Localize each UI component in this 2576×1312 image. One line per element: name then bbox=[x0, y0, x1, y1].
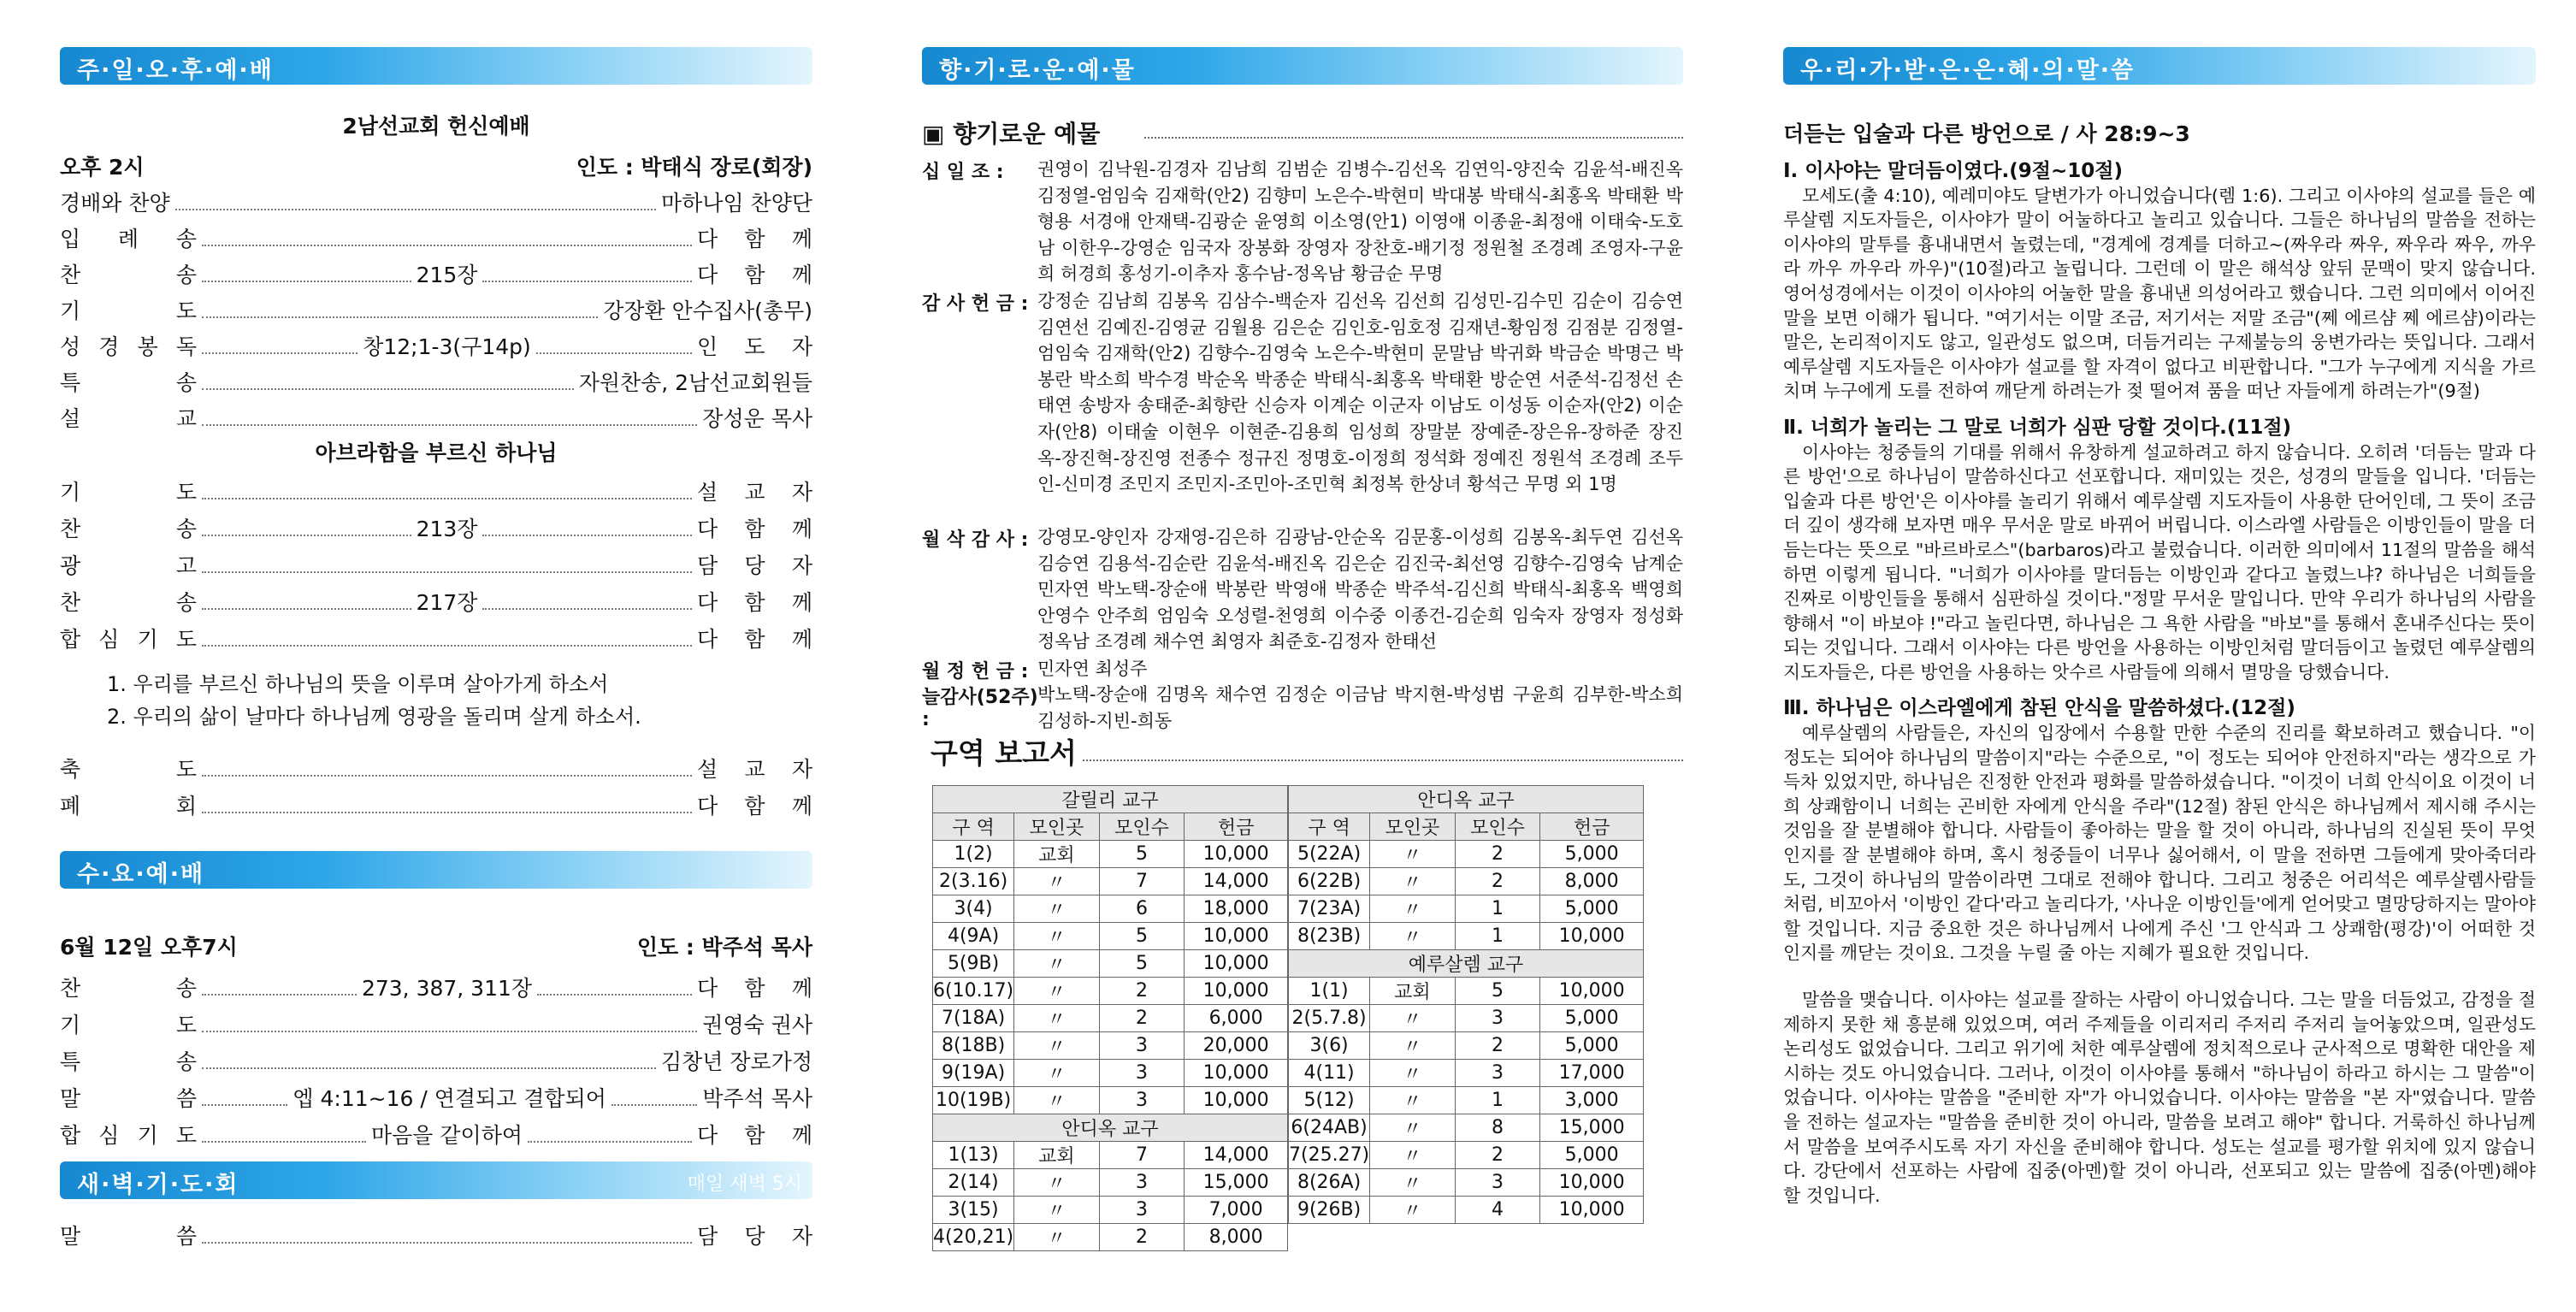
table-cell: 〃 bbox=[1370, 841, 1456, 868]
table-row bbox=[1289, 868, 1644, 895]
order-row bbox=[60, 512, 812, 543]
district-group-title: 예루살렘 교구 bbox=[1289, 950, 1644, 978]
table-cell: 〃 bbox=[1370, 1060, 1456, 1087]
table-cell: 9(26B) bbox=[1289, 1197, 1370, 1224]
table-cell: 10,000 bbox=[1540, 1169, 1644, 1197]
order-label: 찬 송 bbox=[60, 517, 197, 541]
table-cell: 9(19A) bbox=[933, 1060, 1014, 1087]
table-cell: 5(22A) bbox=[1289, 841, 1370, 868]
dawn-band-time: 매일 새벽 5시 bbox=[687, 1173, 802, 1195]
table-cell: 〃 bbox=[1014, 1169, 1100, 1197]
wednesday-band bbox=[60, 851, 812, 889]
dotted-leader bbox=[202, 1104, 287, 1106]
table-cell: 10,000 bbox=[1540, 923, 1644, 950]
table-cell: 2(5.7.8) bbox=[1289, 1005, 1370, 1032]
dotted-leader bbox=[202, 571, 692, 573]
table-cell: 5 bbox=[1099, 923, 1185, 950]
table-cell: 17,000 bbox=[1540, 1060, 1644, 1087]
order-row bbox=[60, 586, 812, 617]
table-cell: 5(9B) bbox=[933, 950, 1014, 978]
dotted-leader bbox=[202, 424, 697, 426]
table-cell: 5,000 bbox=[1540, 1142, 1644, 1169]
order-person: 장성운 목사 bbox=[702, 406, 812, 431]
order-row bbox=[60, 789, 812, 820]
table-cell: 14,000 bbox=[1185, 868, 1288, 895]
dotted-leader bbox=[537, 994, 692, 996]
order-person: 담 당 자 bbox=[697, 553, 812, 578]
order-label: 찬 송 bbox=[60, 976, 197, 1001]
table-cell: 3 bbox=[1455, 1005, 1540, 1032]
table-cell: 2 bbox=[1455, 868, 1540, 895]
dotted-leader bbox=[202, 1067, 656, 1069]
order-person: 인 도 자 bbox=[697, 334, 812, 359]
order-row bbox=[60, 1008, 812, 1039]
dotted-leader bbox=[202, 645, 692, 647]
sermon-point-3-heading: Ⅲ. 하나님은 이스라엘에게 참된 안식을 말씀하셨다.(12절) bbox=[1783, 697, 2295, 720]
order-detail: 마음을 같이하여 bbox=[371, 1123, 523, 1148]
table-cell: 교회 bbox=[1014, 841, 1100, 868]
table-row bbox=[933, 868, 1288, 895]
table-cell: 10(19B) bbox=[933, 1087, 1014, 1114]
order-row bbox=[60, 623, 812, 653]
order-detail: 215장 bbox=[416, 263, 478, 287]
table-cell: 〃 bbox=[1014, 1060, 1100, 1087]
order-label: 합 심 기 도 bbox=[60, 1123, 197, 1148]
table-cell: 5(12) bbox=[1289, 1087, 1370, 1114]
order-label: 특 송 bbox=[60, 370, 197, 395]
sunday-service-title: 2남선교회 헌신예배 bbox=[342, 114, 530, 139]
table-cell: 4(9A) bbox=[933, 923, 1014, 950]
table-cell: 10,000 bbox=[1185, 950, 1288, 978]
table-cell: 8(23B) bbox=[1289, 923, 1370, 950]
thanks-label: 감 사 헌 금 : bbox=[922, 293, 1029, 315]
order-person: 설 교 자 bbox=[697, 757, 812, 782]
table-cell: 10,000 bbox=[1185, 978, 1288, 1005]
sermon-point-1-text: 모세도(출 4:10), 예레미야도 달변가가 아니었습니다(렘 1:6). 그리고 이사야의 설교를 들은 예루살렘 지도자들은, 이사야가 말이 어눌하다고 놀리고 있습니다. 그들은 하나님의 말씀을 전하는 이사야의 말투를 흉내내면서 놀렸는데, "경계에 경계를 더하고~(짜우라 짜우, 짜우라 짜우, 까우라 까우 까우라 까우)"(10절)라고 놀립니다. 그런데 이 말은 해석상 앞뒤 문맥이 맞지 않습니다. 영어성경에서는 이것이 이사야의 어눌한 말을 흉내낸 의성어라고 했습니다. 그런 의미에서 이어진 말을 보면 이해가 됩니다. "여기서는 이말 조금, 저기서는 저말 조금"(쩨 에르샴 쩨 에르샴)이라는 말은, 논리적이지도 않고, 일관성도 없으며, 더듬거리는 구제불능의 웅변가라는 뜻입니다. 그래서 예루살렘 지도자들은 이사야가 설교를 할 자격이 없다고 비판합니다. "그가 누구에게 지식을 가르치며 누구에게 도를 전하여 깨닫게 하려는가 젖 떨어져 품을 떠난 자들에게 하려는가"(9절) bbox=[1783, 185, 2536, 402]
table-cell: 4(11) bbox=[1289, 1060, 1370, 1087]
dotted-leader bbox=[202, 608, 411, 610]
always-thanks-label: 늘감사(52주) : bbox=[922, 687, 1038, 730]
table-row bbox=[1289, 1060, 1644, 1087]
order-label: 경배와 찬양 bbox=[60, 191, 170, 216]
table-row bbox=[933, 923, 1288, 950]
table-cell: 3 bbox=[1455, 1060, 1540, 1087]
order-person: 다 함 께 bbox=[697, 517, 812, 541]
order-person: 김창년 장로가정 bbox=[661, 1049, 812, 1074]
order-row bbox=[60, 294, 812, 325]
table-row bbox=[933, 950, 1288, 978]
table-cell: 1(1) bbox=[1289, 978, 1370, 1005]
table-row bbox=[933, 895, 1288, 923]
dotted-leader bbox=[202, 352, 357, 354]
offerings-band-title: 향·기·로·운·예·물 bbox=[939, 57, 1136, 84]
district-group-row bbox=[1289, 786, 1644, 813]
order-detail: 창12;1-3(구14p) bbox=[363, 334, 531, 359]
table-cell: 2(3.16) bbox=[933, 868, 1014, 895]
table-cell: 〃 bbox=[1014, 923, 1100, 950]
table-row bbox=[1289, 1197, 1644, 1224]
table-cell: 10,000 bbox=[1185, 841, 1288, 868]
tithe-names: 권영이 김낙원-김경자 김남희 김범순 김병수-김선옥 김연익-양진숙 김윤석-배진옥 김정열-엄임숙 김재학(안2) 김향미 노은수-박현미 박대봉 박태식-최홍옥 박태환 박형용 서경애 안재택-김광순 윤영희 이소영(안1) 이영애 이종윤-최정애 이태숙-도호남 이한우-강영순 임국자 장봉화 장영자 장찬호-배기정 정원철 조경례 조영자-구윤희 허경희 홍성기-이추자 홍수남-정옥남 황금순 무명 bbox=[1037, 159, 1683, 285]
sunday-leader: 인도 : 박태식 장로(회장) bbox=[576, 155, 812, 180]
table-cell: 〃 bbox=[1370, 1005, 1456, 1032]
table-cell: 7(18A) bbox=[933, 1005, 1014, 1032]
table-cell: 10,000 bbox=[1540, 1197, 1644, 1224]
dotted-leader bbox=[202, 775, 692, 777]
offerings-band bbox=[922, 47, 1683, 85]
table-cell: 〃 bbox=[1370, 1087, 1456, 1114]
order-label: 말 씀 bbox=[60, 1224, 197, 1249]
table-cell: 8 bbox=[1455, 1114, 1540, 1142]
sermon-column bbox=[1783, 0, 2536, 1312]
dotted-leader bbox=[202, 1242, 692, 1244]
table-cell: 1 bbox=[1455, 895, 1540, 923]
table-cell: 3 bbox=[1099, 1060, 1185, 1087]
order-label: 기 도 bbox=[60, 298, 197, 323]
order-person: 설 교 자 bbox=[697, 480, 812, 505]
wednesday-band-title: 수·요·예·배 bbox=[77, 861, 205, 888]
order-label: 기 도 bbox=[60, 1013, 197, 1037]
dawn-prayer-band bbox=[60, 1161, 812, 1199]
monthly-thanks-names: 강영모-양인자 강재영-김은하 김광남-안순옥 김문홍-이성희 김봉옥-최두연 김선옥 김승연 김용석-김순란 김윤석-배진옥 김은순 김진국-최선영 김향수-김영숙 남계순 민자연 박노택-장순애 박봉란 박영애 박종순 박주석-김신희 박태식-최홍옥 백영희 안영수 안주희 엄임숙 오성렬-천영희 이수중 이종건-김순희 임숙자 장영자 정성화 정옥남 조경례 채수연 최영자 최준호-김정자 한태선 bbox=[1037, 527, 1683, 653]
table-cell: 3 bbox=[1099, 1169, 1185, 1197]
table-cell: 1(13) bbox=[933, 1142, 1014, 1169]
order-row bbox=[60, 1119, 812, 1149]
table-cell: 10,000 bbox=[1540, 978, 1644, 1005]
table-cell: 7 bbox=[1099, 868, 1185, 895]
order-row bbox=[60, 972, 812, 1002]
table-row bbox=[1289, 1114, 1644, 1142]
column-header: 모인곳 bbox=[1370, 813, 1456, 841]
dotted-leader bbox=[202, 1141, 366, 1143]
dotted-leader bbox=[482, 535, 692, 536]
table-cell: 5,000 bbox=[1540, 1032, 1644, 1060]
column-header: 구 역 bbox=[933, 813, 1014, 841]
table-cell: 교회 bbox=[1014, 1142, 1100, 1169]
table-row bbox=[1289, 1032, 1644, 1060]
worship-order-column bbox=[60, 0, 812, 1312]
order-person: 담 당 자 bbox=[697, 1224, 812, 1249]
order-label: 설 교 bbox=[60, 406, 197, 431]
table-row bbox=[1289, 1005, 1644, 1032]
order-label: 폐 회 bbox=[60, 794, 197, 819]
order-row bbox=[60, 258, 812, 289]
table-cell: 〃 bbox=[1370, 1197, 1456, 1224]
table-cell: 4(20,21) bbox=[933, 1224, 1014, 1251]
table-row bbox=[933, 1197, 1288, 1224]
table-cell: 〃 bbox=[1370, 1169, 1456, 1197]
order-person: 다 함 께 bbox=[697, 976, 812, 1001]
district-group-title: 안디옥 교구 bbox=[933, 1114, 1288, 1142]
column-header: 구 역 bbox=[1289, 813, 1370, 841]
table-cell: 15,000 bbox=[1185, 1169, 1288, 1197]
table-cell: 20,000 bbox=[1185, 1032, 1288, 1060]
table-cell: 2 bbox=[1455, 1032, 1540, 1060]
table-row bbox=[933, 1087, 1288, 1114]
table-cell: 7(25.27) bbox=[1289, 1142, 1370, 1169]
sermon-point-2-heading: Ⅱ. 너희가 놀리는 그 말로 너희가 심판 당할 것이다.(11절) bbox=[1783, 416, 2292, 439]
table-cell: 7(23A) bbox=[1289, 895, 1370, 923]
column-header: 모인수 bbox=[1455, 813, 1540, 841]
table-row bbox=[1289, 1087, 1644, 1114]
dotted-leader bbox=[202, 535, 411, 536]
order-label: 기 도 bbox=[60, 480, 197, 505]
sermon-title: 아브라함을 부르신 하나님 bbox=[315, 440, 558, 465]
order-person: 다 함 께 bbox=[697, 794, 812, 819]
order-detail: 213장 bbox=[416, 517, 478, 541]
table-cell: 3(15) bbox=[933, 1197, 1014, 1224]
sermon-main-title: 더듣는 입술과 다른 방언으로 / 사 28:9~3 bbox=[1783, 121, 2190, 146]
order-label: 찬 송 bbox=[60, 590, 197, 615]
table-cell: 10,000 bbox=[1185, 923, 1288, 950]
table-cell: 5 bbox=[1099, 950, 1185, 978]
order-person: 박주석 목사 bbox=[702, 1086, 813, 1111]
table-row bbox=[1289, 1142, 1644, 1169]
table-cell: 3 bbox=[1455, 1169, 1540, 1197]
table-row bbox=[933, 1169, 1288, 1197]
table-cell: 2 bbox=[1455, 841, 1540, 868]
order-row bbox=[60, 402, 812, 433]
table-header-row bbox=[1289, 813, 1644, 841]
table-cell: 3(6) bbox=[1289, 1032, 1370, 1060]
table-row bbox=[933, 1005, 1288, 1032]
table-cell: 〃 bbox=[1014, 1005, 1100, 1032]
order-label: 축 도 bbox=[60, 757, 197, 782]
order-row bbox=[60, 366, 812, 397]
table-cell: 〃 bbox=[1014, 950, 1100, 978]
dawn-band-title: 새·벽·기·도·회 bbox=[77, 1172, 239, 1198]
order-person: 강장환 안수집사(총무) bbox=[603, 298, 812, 323]
table-cell: 1 bbox=[1455, 923, 1540, 950]
order-detail: 엡 4:11~16 / 연결되고 결합되어 bbox=[292, 1086, 606, 1111]
order-person: 권영숙 권사 bbox=[702, 1013, 812, 1037]
table-cell: 14,000 bbox=[1185, 1142, 1288, 1169]
table-row bbox=[933, 841, 1288, 868]
table-cell: 6(22B) bbox=[1289, 868, 1370, 895]
table-cell: 3 bbox=[1099, 1032, 1185, 1060]
dotted-leader bbox=[612, 1104, 697, 1106]
order-person: 다 함 께 bbox=[697, 1123, 812, 1148]
order-row bbox=[60, 476, 812, 506]
table-cell: 6(24AB) bbox=[1289, 1114, 1370, 1142]
table-cell: 5,000 bbox=[1540, 841, 1644, 868]
tithe-label: 십 일 조 : bbox=[922, 162, 1004, 183]
table-cell: 6 bbox=[1099, 895, 1185, 923]
dotted-leader bbox=[175, 209, 656, 210]
order-person: 다 함 께 bbox=[697, 590, 812, 615]
offerings-column bbox=[922, 0, 1683, 1312]
order-person: 다 함 께 bbox=[697, 627, 812, 652]
column-header: 헌금 bbox=[1185, 813, 1288, 841]
column-header: 모인수 bbox=[1099, 813, 1185, 841]
dotted-leader bbox=[202, 245, 692, 246]
table-cell: 1 bbox=[1455, 1087, 1540, 1114]
dotted-leader bbox=[482, 608, 692, 610]
order-row bbox=[60, 1220, 812, 1250]
prayer-1: 1. 우리를 부르신 하나님의 뜻을 이루며 살아가게 하소서 bbox=[107, 672, 609, 696]
order-label: 찬 송 bbox=[60, 263, 197, 287]
order-label: 성 경 봉 독 bbox=[60, 334, 197, 359]
monthly-fixed-label: 월 정 헌 금 : bbox=[922, 661, 1029, 683]
dotted-leader bbox=[202, 388, 574, 390]
sunday-band bbox=[60, 47, 812, 85]
table-cell: 1(2) bbox=[933, 841, 1014, 868]
table-cell: 8(18B) bbox=[933, 1032, 1014, 1060]
prayer-2: 2. 우리의 삶이 날마다 하나님께 영광을 돌리며 살게 하소서. bbox=[107, 705, 641, 729]
sermon-point-1-heading: Ⅰ. 이사야는 말더듬이였다.(9절~10절) bbox=[1783, 160, 2123, 182]
table-cell: 2 bbox=[1099, 1005, 1185, 1032]
table-cell: 8(26A) bbox=[1289, 1169, 1370, 1197]
table-cell: 〃 bbox=[1370, 868, 1456, 895]
table-cell: 5 bbox=[1455, 978, 1540, 1005]
table-cell: 〃 bbox=[1014, 1032, 1100, 1060]
table-cell: 10,000 bbox=[1185, 1087, 1288, 1114]
table-cell: 8,000 bbox=[1185, 1224, 1288, 1251]
order-person: 다 함 께 bbox=[697, 227, 812, 251]
table-cell: 3(4) bbox=[933, 895, 1014, 923]
sermon-point-2-text: 이사야는 청중들의 기대를 위해서 유창하게 설교하려고 하지 않습니다. 오히려 '더듬는 말과 다른 방언'으로 하나님이 말씀하신다고 선포합니다. 재미있는 것은, 성경의 말들을 입니다. '더듬는 입술과 다른 방언'은 이사야를 놀리기 위해서 예루살렘 지도자들이 사용한 단어인데, 그 뜻이 조금 더 깊이 생각해 보자면 매우 무서운 말로 바뀌어 버립니다. 이스라엘 사람들은 이방인들이 말을 더듬는다는 뜻으로 "바르바로스"(barbaros)라고 불렀습니다. 이러한 의미에서 11절의 말씀을 해석하면 이렇게 됩니다. "너희가 이사야를 말더듬는 이방인과 같다고 놀렸느냐? 하나님은 너희들을 진짜로 이방인들을 통해서 심판하실 것이다."정말 무서운 말입니다. 만약 우리가 하나님의 사람을 향해서 "이 바보야 !"라고 놀린다면, 하나님은 그 욕한 사람을 "바보"를 통해서 혼내주신다는 뜻이되는 것입니다. 그래서 이사야는 다른 방언을 사용하는 이방인처럼 말더듬이고 놀렸던 예루살렘의 지도자들은, 다른 방언을 사용하는 앗수르 사람들에 의해서 멸망을 당했습니다. bbox=[1783, 441, 2536, 683]
table-cell: 8,000 bbox=[1540, 868, 1644, 895]
district-heading-line bbox=[1083, 759, 1683, 761]
district-group-title: 갈릴리 교구 bbox=[933, 786, 1288, 813]
table-cell: 7 bbox=[1099, 1142, 1185, 1169]
always-thanks-names: 박노택-장순애 김명옥 채수연 김정순 이금남 박지현-박성범 구윤희 김부한-박소희 김성하-지빈-희동 bbox=[1037, 684, 1683, 731]
table-cell: 4 bbox=[1455, 1197, 1540, 1224]
order-row bbox=[60, 222, 812, 253]
monthly-fixed-names: 민자연 최성주 bbox=[1037, 659, 1148, 679]
table-row bbox=[1289, 1169, 1644, 1197]
dotted-leader bbox=[202, 812, 692, 813]
table-row bbox=[1289, 978, 1644, 1005]
district-report-heading: 구역 보고서 bbox=[931, 736, 1077, 770]
table-cell: 10,000 bbox=[1185, 1060, 1288, 1087]
table-row bbox=[933, 978, 1288, 1005]
sunday-band-title: 주·일·오·후·예·배 bbox=[77, 57, 274, 84]
table-cell: 〃 bbox=[1014, 868, 1100, 895]
dotted-leader bbox=[202, 1031, 697, 1032]
table-cell: 18,000 bbox=[1185, 895, 1288, 923]
order-person: 마하나임 찬양단 bbox=[661, 191, 812, 216]
order-person: 다 함 께 bbox=[697, 263, 812, 287]
column-header: 모인곳 bbox=[1014, 813, 1100, 841]
order-label: 말 씀 bbox=[60, 1086, 197, 1111]
order-person: 자원찬송, 2남선교회원들 bbox=[578, 370, 812, 395]
table-cell: 3,000 bbox=[1540, 1087, 1644, 1114]
table-cell: 7,000 bbox=[1185, 1197, 1288, 1224]
order-label: 입 례 송 bbox=[60, 227, 197, 251]
order-row bbox=[60, 330, 812, 361]
monthly-thanks-label: 월 삭 감 사 : bbox=[922, 529, 1029, 551]
dotted-leader bbox=[202, 281, 411, 282]
dotted-leader bbox=[202, 994, 357, 996]
table-cell: 2 bbox=[1099, 978, 1185, 1005]
sunday-time: 오후 2시 bbox=[60, 155, 145, 180]
district-group-title: 안디옥 교구 bbox=[1289, 786, 1644, 813]
column-header: 헌금 bbox=[1540, 813, 1644, 841]
sermon-point-3-text: 예루살렘의 사람들은, 자신의 입장에서 수용할 만한 수준의 진리를 확보하려고 했습니다. "이 정도는 되어야 하나님의 말씀이지"라는 수준으로, "이 정도는 되어야 안전하지"라는 생각으로 가득차 있었지만, 하나님은 진정한 안전과 평화를 말씀하셨습니다. "이것이 너희 안식이요 이것이 너희 상쾌함이니 너희는 곤비한 자에게 안식을 주라"(12절) 참된 안식은 하나님께서 제시해 주시는 것임을 잘 분별해야 합니다. 사람들이 좋아하는 말을 할 것이 아니라, 하나님의 진실된 뜻이 무엇인지를 잘 분별해야 하며, 혹시 청중들이 너무나 싫어해서, 이 말을 전하면 그들에게 맞아죽더라도, 그것이 하나님의 말씀이라면 그대로 전해야 합니다. 그리고 청중은 어리석은 예루살렘사람들처럼, 비꼬아서 '이방인 같다'라고 놀리다가, '사나운 이방인들'에게 얻어맞고 멸망당하지는 말아야 할 것입니다. 지금 중요한 것은 하나님께서 나에게 주신 '그 안식과 그 상쾌함(평강)'이 어떠한 것인지를 깨닫는 것이요. 그것을 누릴 줄 아는 지혜가 필요한 것입니다. bbox=[1783, 723, 2536, 964]
table-row bbox=[933, 1060, 1288, 1087]
district-group-row bbox=[1289, 950, 1644, 978]
table-row bbox=[1289, 841, 1644, 868]
table-cell: 2 bbox=[1099, 1224, 1185, 1251]
table-cell: 〃 bbox=[1014, 1224, 1100, 1251]
district-group-row bbox=[933, 1114, 1288, 1142]
table-cell: 5 bbox=[1099, 841, 1185, 868]
table-cell: 〃 bbox=[1370, 895, 1456, 923]
dotted-leader bbox=[202, 316, 598, 318]
offerings-heading: ▣ 향기로운 예물 bbox=[922, 120, 1101, 148]
sermon-band bbox=[1783, 47, 2536, 85]
order-label: 광 고 bbox=[60, 553, 197, 578]
table-cell: 5,000 bbox=[1540, 895, 1644, 923]
table-cell: 〃 bbox=[1014, 895, 1100, 923]
order-label: 특 송 bbox=[60, 1049, 197, 1074]
table-cell: 〃 bbox=[1370, 1032, 1456, 1060]
order-row bbox=[60, 186, 812, 217]
table-cell: 3 bbox=[1099, 1197, 1185, 1224]
wednesday-time: 6월 12일 오후7시 bbox=[60, 935, 238, 960]
table-cell: 5,000 bbox=[1540, 1005, 1644, 1032]
table-cell: 6(10.17) bbox=[933, 978, 1014, 1005]
table-cell: 〃 bbox=[1370, 1142, 1456, 1169]
table-cell: 2(14) bbox=[933, 1169, 1014, 1197]
order-row bbox=[60, 1045, 812, 1076]
order-row bbox=[60, 549, 812, 580]
table-row bbox=[933, 1142, 1288, 1169]
table-row bbox=[933, 1032, 1288, 1060]
antioch-jerusalem-table bbox=[1288, 785, 1644, 1224]
district-group-row bbox=[933, 786, 1288, 813]
table-cell: 3 bbox=[1099, 1087, 1185, 1114]
table-row bbox=[933, 1224, 1288, 1251]
order-row bbox=[60, 753, 812, 783]
dotted-leader bbox=[536, 352, 692, 354]
offerings-heading-line bbox=[1144, 137, 1683, 139]
sermon-band-title: 우·리·가·받·은·은·혜·의·말·씀 bbox=[1800, 57, 2136, 84]
order-label: 합 심 기 도 bbox=[60, 627, 197, 652]
table-row bbox=[1289, 895, 1644, 923]
table-cell: 2 bbox=[1455, 1142, 1540, 1169]
table-cell: 6,000 bbox=[1185, 1005, 1288, 1032]
table-cell: 〃 bbox=[1014, 1197, 1100, 1224]
table-header-row bbox=[933, 813, 1288, 841]
wednesday-leader: 인도 : 박주석 목사 bbox=[636, 935, 812, 960]
order-detail: 217장 bbox=[416, 590, 478, 615]
order-row bbox=[60, 1082, 812, 1113]
table-cell: 〃 bbox=[1370, 1114, 1456, 1142]
table-cell: 〃 bbox=[1014, 1087, 1100, 1114]
thanks-names: 강정순 김남희 김봉옥 김삼수-백순자 김선옥 김선희 김성민-김수민 김순이 김승연 김연선 김예진-김영균 김월용 김은순 김인호-임호정 김재년-황임정 김점분 김정열-엄임숙 김재학(안2) 김향수-김영숙 노은수-박현미 문말남 박귀화 박금순 박명근 박봉란 박소희 박수경 박순옥 박종순 박태식-최홍옥 박태환 방순연 서준석-김정선 손태연 송방자 송태준-최향란 신승자 이계순 이군자 이남도 이성동 이순자(안2) 이순자(안8) 이태술 이현우 이현준-김용희 임성희 장말분 장예준-장은유-장하준 장진옥-장진혁-장진영 전종수 정규진 정명호-이정희 정석화 정예진 정원석 조경례 조두인-신미경 조민지 조민지-조민아-조민혁 최정복 한상녀 황석근 무명 외 1명 bbox=[1037, 291, 1683, 495]
table-cell: 〃 bbox=[1014, 978, 1100, 1005]
dotted-leader bbox=[482, 281, 692, 282]
table-row bbox=[1289, 923, 1644, 950]
dotted-leader bbox=[202, 498, 692, 499]
table-cell: 15,000 bbox=[1540, 1114, 1644, 1142]
sermon-conclusion-text: 말씀을 맺습니다. 이사야는 설교를 잘하는 사람이 아니었습니다. 그는 말을 더듬었고, 감정을 절제하지 못한 채 흥분해 있었으며, 여러 주제들을 이리저리 주저리 주저리 늘어놓았으며, 일관성도 논리성도 없었습니다. 그리고 위기에 처한 예루살렘에 정치적으로나 군사적으로 명확한 대안을 제시하는 것도 아니었습니다. 그러나, 이것이 이사야를 통해서 "하나님이 하라고 하시는 그 말씀"이었습니다. 이사야는 말씀을 "준비한 자"가 아니었습니다. 이사야는 말씀을 "본 자"였습니다. 말씀을 전하는 설교자는 "말씀을 준비한 것이 아니라, 말씀을 보려고 해야" 합니다. 거룩하신 하나님께서 말씀을 보여주시도록 자기 자신을 준비해야 합니다. 성도는 설교를 평가할 위치에 있지 않습니다. 강단에서 선포하는 사람에 집중(아멘)할 것이 아니라, 선포되고 있는 말씀에 집중(아멘)해야 할 것입니다. bbox=[1783, 990, 2536, 1206]
sermon-body bbox=[1783, 159, 2536, 1208]
dotted-leader bbox=[528, 1141, 692, 1143]
table-cell: 교회 bbox=[1370, 978, 1456, 1005]
order-detail: 273, 387, 311장 bbox=[361, 976, 533, 1001]
galilee-antioch-table bbox=[932, 785, 1288, 1251]
table-cell: 〃 bbox=[1370, 923, 1456, 950]
